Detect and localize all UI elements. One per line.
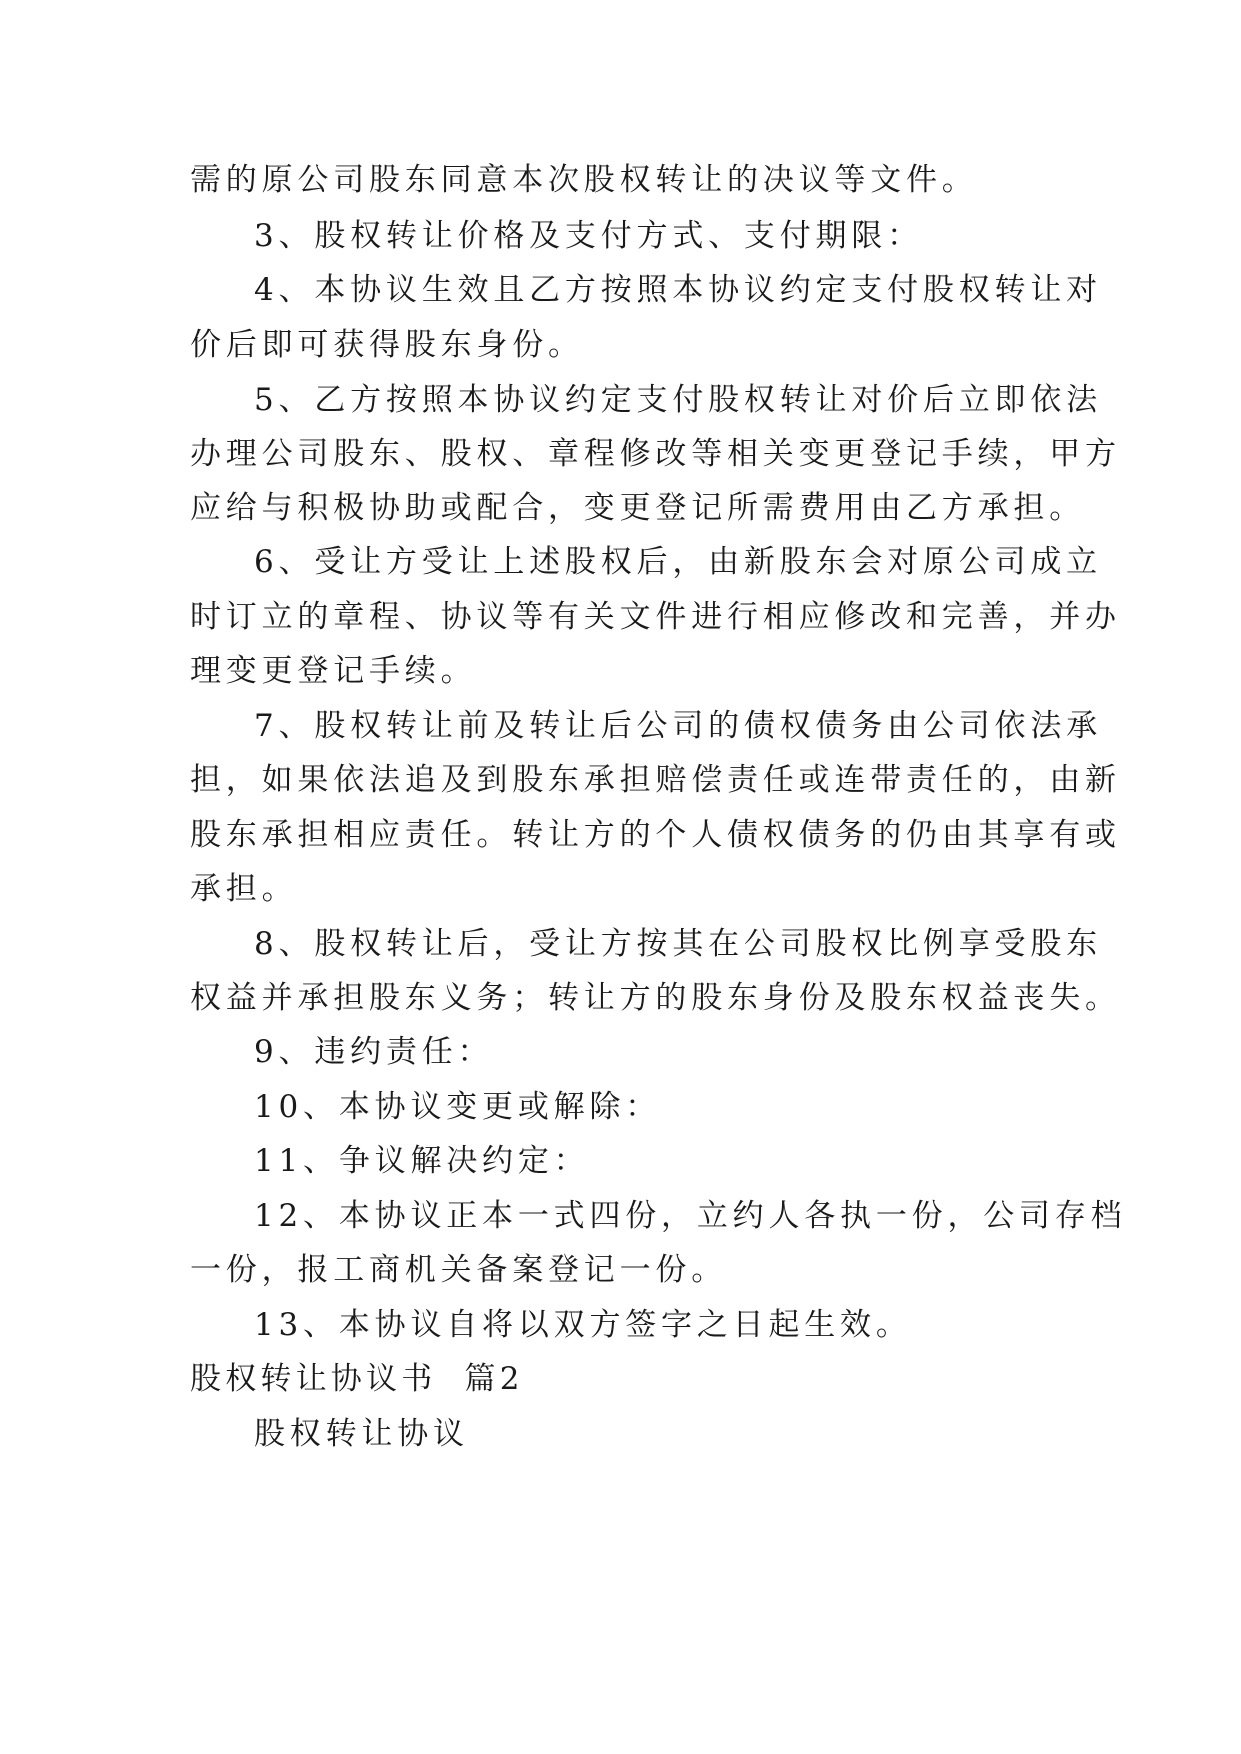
section-heading: 股权转让协议书 篇2 bbox=[190, 1361, 524, 1397]
text-line-22: 13、本协议自将以双方签字之日起生效。 bbox=[254, 1307, 912, 1343]
text-line-20: 12、本协议正本一式四份，立约人各执一份，公司存档 bbox=[254, 1198, 1127, 1234]
text-line-9: 时订立的章程、协议等有关文件进行相应修改和完善，并办 bbox=[190, 599, 1121, 635]
text-line-11: 7、股权转让前及转让后公司的债权债务由公司依法承 bbox=[254, 708, 1102, 744]
text-line-16: 权益并承担股东义务；转让方的股东身份及股东权益丧失。 bbox=[190, 980, 1121, 1016]
text-line-17: 9、违约责任： bbox=[254, 1034, 494, 1070]
text-line-7: 应给与积极协助或配合，变更登记所需费用由乙方承担。 bbox=[190, 490, 1085, 526]
text-line-21: 一份，报工商机关备案登记一份。 bbox=[190, 1252, 727, 1288]
text-line-13: 股东承担相应责任。转让方的个人债权债务的仍由其享有或 bbox=[190, 817, 1121, 853]
text-line-4: 价后即可获得股东身份。 bbox=[190, 327, 584, 363]
text-line-1: 需的原公司股东同意本次股权转让的决议等文件。 bbox=[190, 162, 978, 198]
text-line-14: 承担。 bbox=[190, 871, 298, 907]
text-line-2: 3、股权转让价格及支付方式、支付期限： bbox=[254, 218, 923, 254]
subheading: 股权转让协议 bbox=[254, 1416, 469, 1452]
text-line-6: 办理公司股东、股权、章程修改等相关变更登记手续，甲方 bbox=[190, 436, 1121, 472]
text-line-8: 6、受让方受让上述股权后，由新股东会对原公司成立 bbox=[254, 544, 1102, 580]
text-line-5: 5、乙方按照本协议约定支付股权转让对价后立即依法 bbox=[254, 382, 1102, 418]
text-line-12: 担，如果依法追及到股东承担赔偿责任或连带责任的，由新 bbox=[190, 762, 1121, 798]
text-line-18: 10、本协议变更或解除： bbox=[254, 1089, 662, 1125]
text-line-15: 8、股权转让后，受让方按其在公司股权比例享受股东 bbox=[254, 926, 1102, 962]
text-line-3: 4、本协议生效且乙方按照本协议约定支付股权转让对 bbox=[254, 272, 1102, 308]
text-line-10: 理变更登记手续。 bbox=[190, 653, 477, 689]
text-line-19: 11、争议解决约定： bbox=[254, 1143, 590, 1179]
